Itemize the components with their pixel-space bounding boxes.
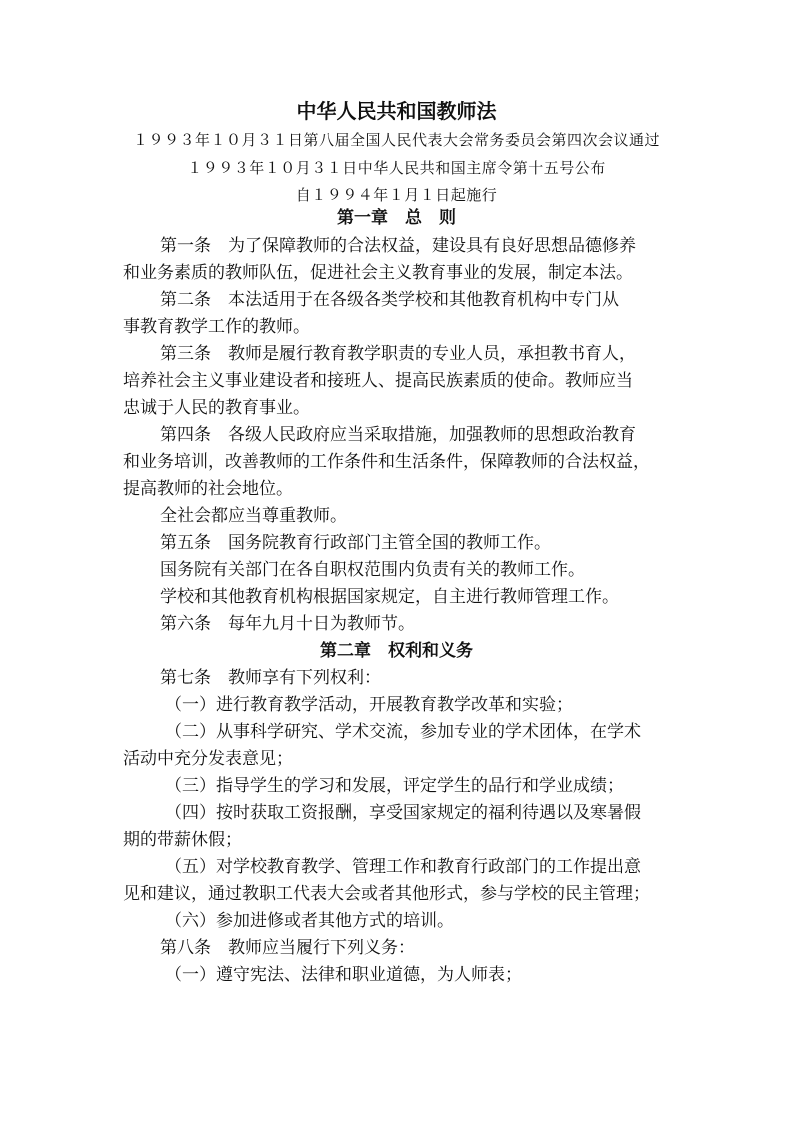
article-line: 第六条 每年九月十日为教师节。 bbox=[160, 614, 415, 634]
article-line: 第七条 教师享有下列权利： bbox=[160, 668, 381, 688]
document-title: 中华人民共和国教师法 bbox=[296, 99, 497, 123]
article-line: 国务院有关部门在各自职权范围内负责有关的教师工作。 bbox=[160, 560, 585, 580]
list-item: （六）参加进修或者其他方式的培训。 bbox=[165, 911, 454, 931]
article-line: 第一条 为了保障教师的合法权益，建设具有良好思想品德修养 bbox=[160, 236, 636, 256]
article-line: 忠诚于人民的教育事业。 bbox=[123, 398, 310, 418]
chapter-heading: 第一章 总 则 bbox=[337, 208, 456, 228]
chapter-heading: 第二章 权利和义务 bbox=[320, 641, 473, 661]
list-item: 见和建议，通过教职工代表大会或者其他形式，参与学校的民主管理； bbox=[123, 884, 650, 904]
list-item: 期的带薪休假； bbox=[123, 830, 242, 850]
article-line: 第八条 教师应当履行下列义务： bbox=[160, 938, 415, 958]
article-line: 和业务素质的教师队伍，促进社会主义教育事业的发展，制定本法。 bbox=[123, 263, 633, 283]
subtitle-line: １９９３年１０月３１日第八届全国人民代表大会常务委员会第四次会议通过 bbox=[132, 131, 660, 149]
subtitle-line: 自１９９４年１月１日起施行 bbox=[295, 186, 498, 204]
article-line: 第二条 本法适用于在各级各类学校和其他教育机构中专门从 bbox=[160, 290, 619, 310]
list-item: （一）遵守宪法、法律和职业道德，为人师表； bbox=[165, 965, 522, 985]
article-line: 培养社会主义事业建设者和接班人、提高民族素质的使命。教师应当 bbox=[123, 371, 633, 391]
list-item: （五）对学校教育教学、管理工作和教育行政部门的工作提出意 bbox=[165, 857, 641, 877]
article-line: 第五条 国务院教育行政部门主管全国的教师工作。 bbox=[160, 533, 551, 553]
subtitle-line: １９９３年１０月３１日中华人民共和国主席令第十五号公布 bbox=[187, 159, 606, 177]
list-item: （三）指导学生的学习和发展，评定学生的品行和学业成绩； bbox=[165, 776, 624, 796]
article-line: 第四条 各级人民政府应当采取措施，加强教师的思想政治教育 bbox=[160, 425, 636, 445]
article-line: 学校和其他教育机构根据国家规定，自主进行教师管理工作。 bbox=[160, 587, 619, 607]
list-item: （二）从事科学研究、学术交流，参加专业的学术团体，在学术 bbox=[165, 722, 641, 742]
article-line: 提高教师的社会地位。 bbox=[123, 479, 293, 499]
article-line: 和业务培训，改善教师的工作条件和生活条件，保障教师的合法权益， bbox=[123, 452, 650, 472]
article-line: 事教育教学工作的教师。 bbox=[123, 317, 310, 337]
article-line: 第三条 教师是履行教育教学职责的专业人员，承担教书育人， bbox=[160, 344, 636, 364]
list-item: （四）按时获取工资报酬，享受国家规定的福利待遇以及寒暑假 bbox=[165, 803, 641, 823]
list-item: 活动中充分发表意见； bbox=[123, 749, 293, 769]
article-line: 全社会都应当尊重教师。 bbox=[160, 506, 347, 526]
list-item: （一）进行教育教学活动，开展教育教学改革和实验； bbox=[165, 695, 573, 715]
